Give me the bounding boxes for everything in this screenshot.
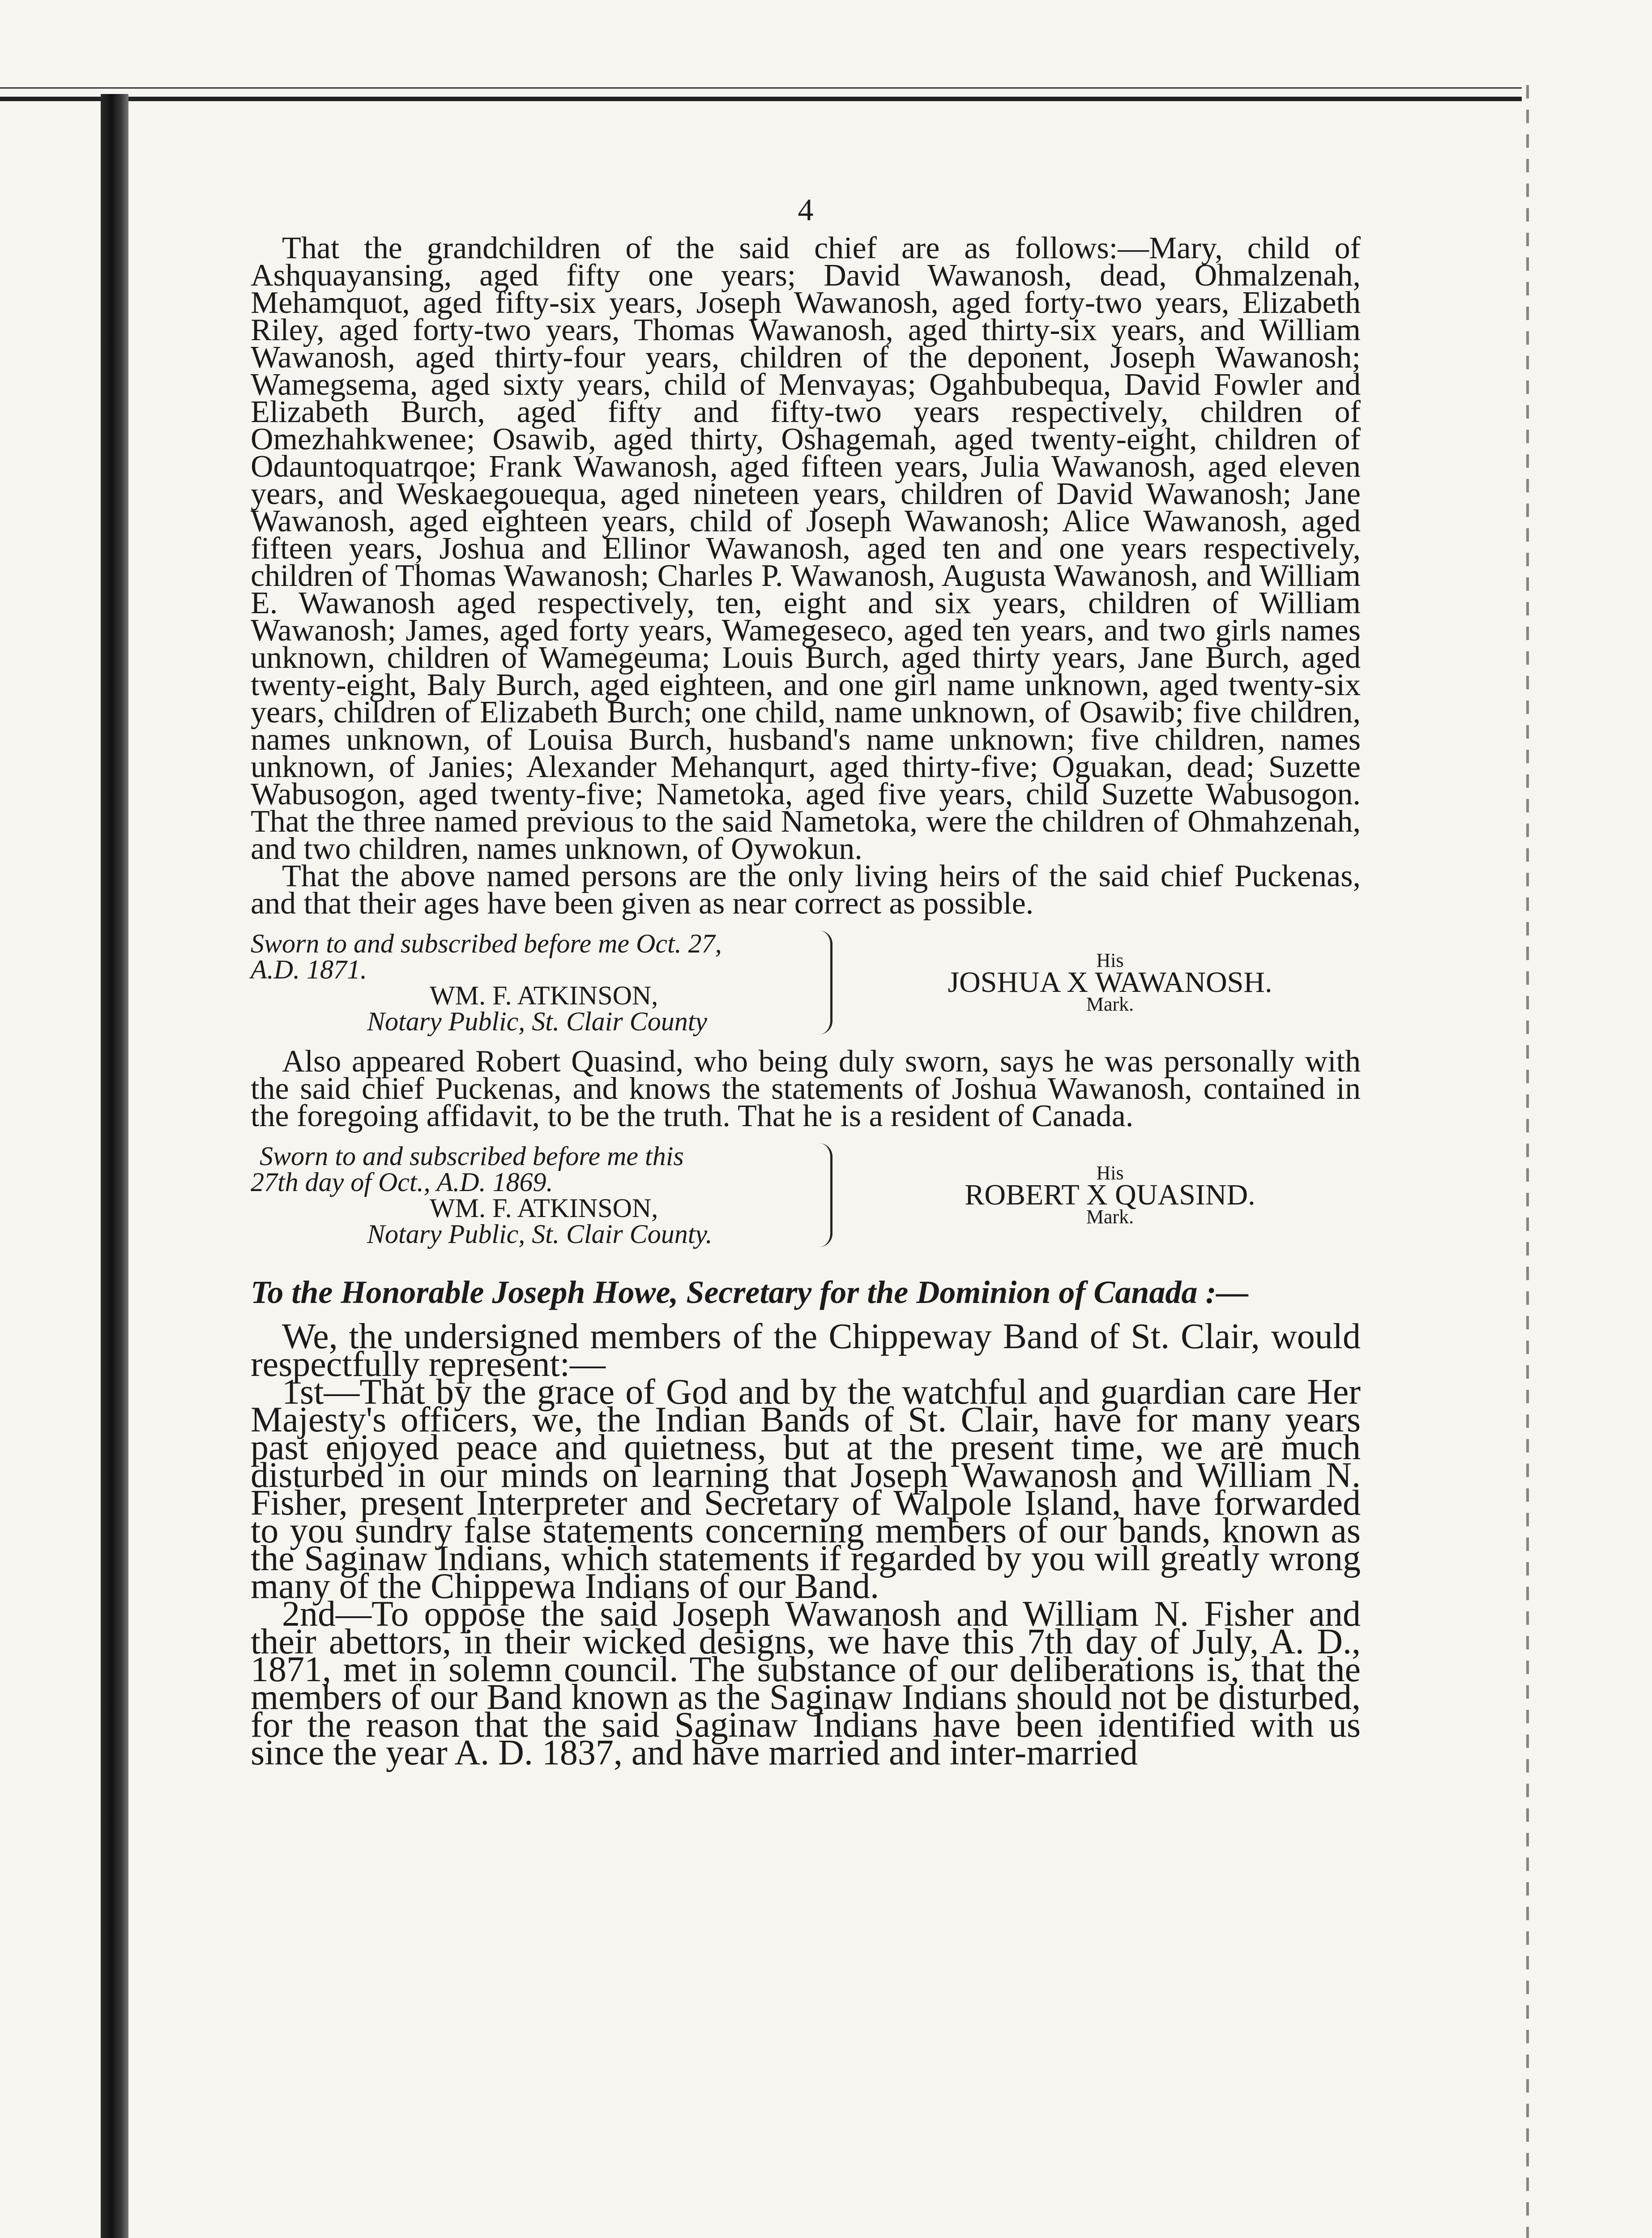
jurat-quasind bbox=[251, 1143, 1361, 1247]
page-number: 4 bbox=[798, 193, 814, 227]
his-label: His bbox=[1096, 949, 1124, 971]
mark-label: Mark. bbox=[1086, 993, 1134, 1015]
his-label: His bbox=[1096, 1162, 1124, 1184]
jurat-joshua bbox=[251, 931, 1361, 1034]
notary-block bbox=[251, 931, 859, 1034]
signature-block bbox=[859, 1164, 1361, 1226]
notary-name: WM. F. ATKINSON, bbox=[430, 1193, 658, 1223]
affidavit-paragraph: That the above named persons are the only living heirs of the said chief Puckenas, and that their ages have been given as near correct as possible. bbox=[251, 859, 1361, 921]
quasind-text bbox=[251, 1044, 1361, 1133]
binding-shadow bbox=[101, 94, 128, 2238]
jurat-line: 27th day of Oct., A.D. 1869. bbox=[251, 1167, 553, 1197]
jurat-line: A.D. 1871. bbox=[251, 955, 367, 984]
notary-name: WM. F. ATKINSON, bbox=[430, 981, 658, 1010]
brace bbox=[817, 931, 832, 1034]
petition-paragraph: 1st—That by the grace of God and by the watchful and guardian care Her Majesty's officers, we, the Indian Bands of St. Clair, have for many years past enjoyed peace and quietness, but at the present time, we are much disturbed in our minds on learning that Joseph Wawanosh and William N. Fisher, present Interpreter and Secretary of Walpole Island, have forwarded to you sundry false statements concerning members of our bands, known as the Saginaw Indians, which statements if regarded by you will greatly wrong many of the Chippewa Indians of our Band. bbox=[251, 1372, 1361, 1606]
notary-title: Notary Public, St. Clair County bbox=[367, 1007, 707, 1036]
petition-paragraph: 2nd—To oppose the said Joseph Wawanosh and William N. Fisher and their abettors, in their wicked designs, we have this 7th day of July, A. D., 1871, met in solemn council. The substance of our deliberations is, that the members of our Band known as the Saginaw Indians should not be disturbed, for the reason that the said Saginaw Indians have been identified with us since the year A. D. 1837, and have married and inter-married bbox=[251, 1594, 1361, 1772]
mark-label: Mark. bbox=[1086, 1206, 1134, 1228]
right-edge-scan-artifact bbox=[1526, 85, 1529, 2238]
petition-paragraph: We, the undersigned members of the Chippeway Band of St. Clair, would respectfully represent:— bbox=[251, 1317, 1361, 1384]
address-heading: To the Honorable Joseph Howe, Secretary for the Dominion of Canada :— bbox=[251, 1274, 1249, 1310]
signer-name: ROBERT X QUASIND. bbox=[965, 1179, 1255, 1211]
petition-text bbox=[251, 1317, 1361, 1772]
quasind-paragraph: Also appeared Robert Quasind, who being duly sworn, says he was personally with the said chief Puckenas, and knows the statements of Joshua Wawanosh, contained in the foregoing affidavit, to be the truth. That he is a resident of Canada. bbox=[251, 1044, 1361, 1133]
brace bbox=[817, 1143, 832, 1247]
signer-name: JOSHUA X WAWANOSH. bbox=[948, 966, 1272, 999]
notary-title: Notary Public, St. Clair County. bbox=[367, 1219, 713, 1249]
jurat-line: Sworn to and subscribed before me Oct. 27, bbox=[251, 929, 722, 958]
affidavit-text bbox=[251, 231, 1361, 921]
jurat-line: Sworn to and subscribed before me this bbox=[260, 1141, 684, 1171]
notary-block bbox=[251, 1143, 859, 1247]
signature-block bbox=[859, 949, 1361, 1015]
top-rule bbox=[0, 87, 1522, 101]
document-page bbox=[251, 192, 1361, 1772]
affidavit-paragraph: That the grandchildren of the said chief are as follows:—Mary, child of Ashquayansing, aged fifty one years; David Wawanosh, dead, Ohmalzenah, Mehamquot, aged fifty-six years, Joseph Wawanosh, aged forty-two years, Elizabeth Riley, aged forty-two years, Thomas Wawanosh, aged thirty-six years, and William Wawanosh, aged thirty-four years, children of the deponent, Joseph Wawanosh; Wamegsema, aged sixty years, child of Menvayas; Ogahbubequa, David Fowler and Elizabeth Burch, aged fifty and fifty-two years respectively, children of Omezhahkwenee; Osawib, aged thirty, Oshagemah, aged twenty-eight, children of Odauntoquatrqoe; Frank Wawanosh, aged fifteen years, Julia Wawanosh, aged eleven years, and Weskaegouequa, aged nineteen years, children of David Wawanosh; Jane Wawanosh, aged eighteen years, child of Joseph Wawanosh; Alice Wawanosh, aged fifteen years, Joshua and Ellinor Wawanosh, aged ten and one years respectively, children of Thomas Wawanosh; Charles P. Wawanosh, Augusta Wawanosh, and William E. Wawanosh aged respectively, ten, eight and six years, children of William Wawanosh; James, aged forty years, Wamegeseco, aged ten years, and two girls names unknown, children of Wamegeuma; Louis Burch, aged thirty years, Jane Burch, aged twenty-eight, Baly Burch, aged eighteen, and one girl name unknown, aged twenty-six years, children of Elizabeth Burch; one child, name unknown, of Osawib; five children, names unknown, of Louisa Burch, husband's name unknown; five children, names unknown, of Janies; Alexander Mehanqurt, aged thirty-five; Oguakan, dead; Suzette Wabusogon, aged twenty-five; Nametoka, aged five years, child Suzette Wabusogon. That the three named previous to the said Nametoka, were the children of Ohmahzenah, and two children, names unknown, of Oywokun. bbox=[251, 231, 1361, 866]
